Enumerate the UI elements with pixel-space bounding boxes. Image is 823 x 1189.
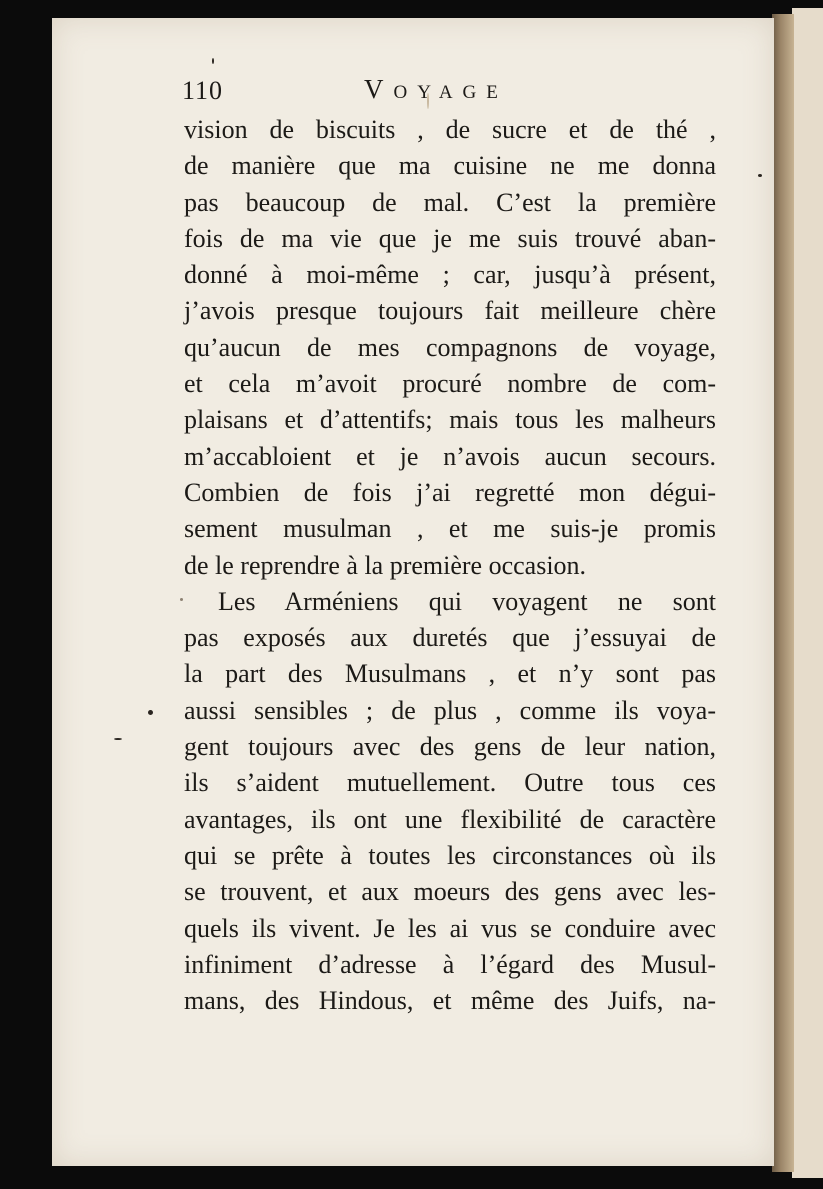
text-line: ils s’aident mutuellement. Outre tous ces	[184, 768, 716, 798]
text-line: et cela m’avoit procuré nombre de com-	[184, 369, 716, 399]
text-line: gent toujours avec des gens de leur nation,	[184, 732, 716, 762]
text-line: qu’aucun de mes compagnons de voyage,	[184, 332, 716, 362]
running-head-title: Voyage	[364, 74, 508, 104]
text-line: se trouvent, et aux moeurs des gens avec les-	[184, 877, 716, 907]
text-line: Les Arméniens qui voyagent ne sont	[218, 586, 716, 616]
text-line: aussi sensibles ; de plus , comme ils voya-	[184, 695, 716, 725]
page-fold-shadow	[772, 14, 794, 1172]
text-line: fois de ma vie que je me suis trouvé aban-	[184, 223, 716, 253]
page-number: 110	[182, 76, 224, 105]
text-line: infiniment d’adresse à l’égard des Musul-	[184, 949, 716, 979]
text-line: avantages, ils ont une flexibilité de caractère	[184, 804, 716, 834]
text-line: Combien de fois j’ai regretté mon dégui-	[184, 477, 716, 507]
adjacent-page-edge	[792, 8, 823, 1178]
text-line: de manière que ma cuisine ne me donna	[184, 151, 716, 181]
text-line: pas exposés aux duretés que j’essuyai de	[184, 623, 716, 653]
text-line: sement musulman , et me suis-je promis	[184, 514, 716, 544]
text-line: de le reprendre à la première occasion.	[184, 550, 587, 580]
text-line: quels ils vivent. Je les ai vus se conduire avec	[184, 913, 716, 943]
text-line: pas beaucoup de mal. C’est la première	[184, 187, 716, 217]
text-line: mans, des Hindous, et même des Juifs, na-	[184, 986, 716, 1016]
text-line: qui se prête à toutes les circonstances où ils	[184, 840, 716, 870]
text-line: j’avois presque toujours fait meilleure chère	[184, 296, 716, 326]
body-text	[184, 112, 716, 1019]
text-line: m’accabloient et je n’avois aucun secours.	[184, 441, 716, 471]
running-head	[182, 70, 742, 110]
text-line: vision de biscuits , de sucre et de thé ,	[184, 115, 716, 144]
text-line: la part des Musulmans , et n’y sont pas	[184, 659, 716, 689]
text-line: plaisans et d’attentifs; mais tous les malheurs	[184, 405, 716, 435]
text-line: donné à moi-même ; car, jusqu’à présent,	[184, 260, 716, 290]
